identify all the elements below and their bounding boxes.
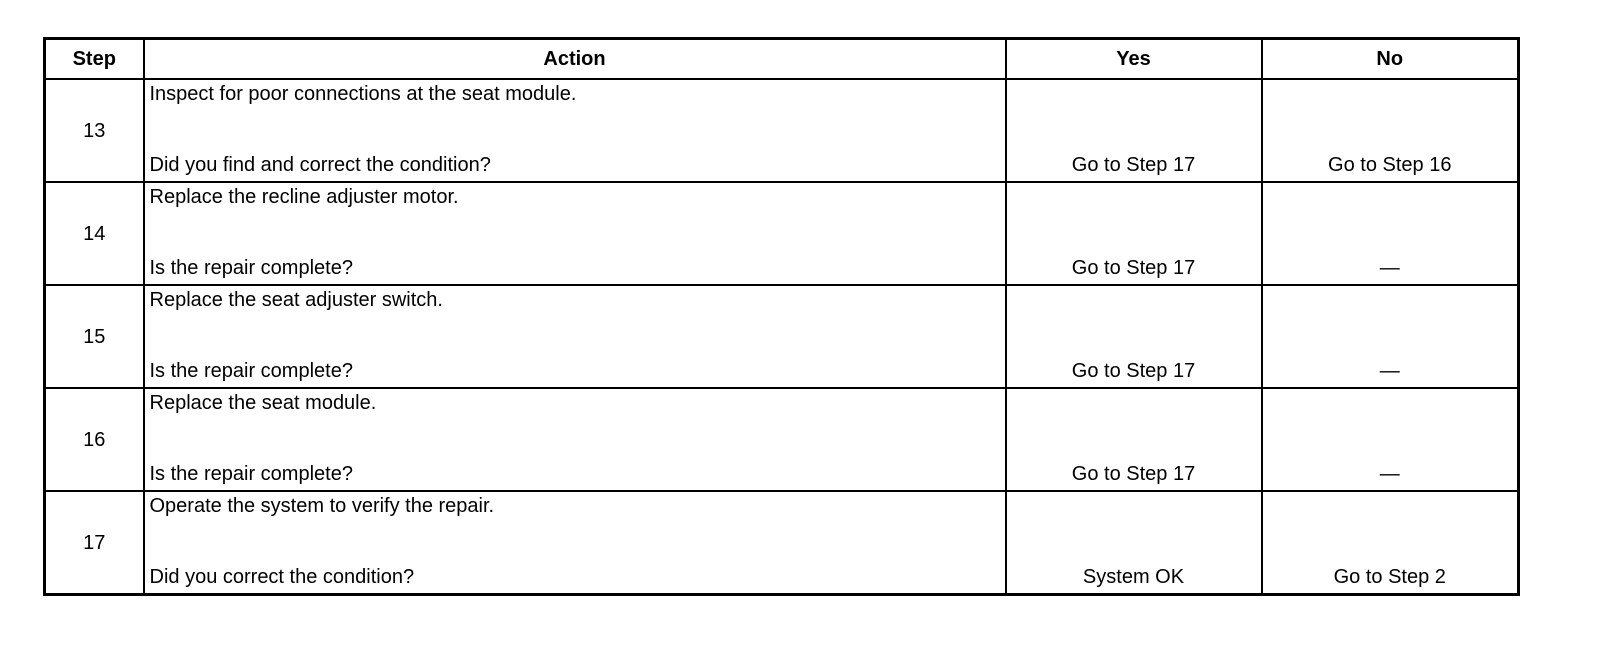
no-result: —	[1379, 360, 1400, 382]
yes-cell	[1006, 285, 1262, 388]
action-cell	[144, 388, 1006, 491]
table-row	[45, 388, 1519, 491]
action-text: Inspect for poor connections at the seat module.	[149, 83, 577, 105]
yes-result: System OK	[1082, 566, 1185, 588]
action-cell	[144, 491, 1006, 595]
no-cell	[1262, 388, 1519, 491]
yes-result: Go to Step 17	[1071, 360, 1196, 382]
no-result: —	[1379, 463, 1400, 485]
action-question: Did you find and correct the condition?	[149, 154, 491, 176]
step-number: 16	[45, 388, 144, 491]
no-cell	[1262, 285, 1519, 388]
action-text: Replace the recline adjuster motor.	[149, 186, 459, 208]
yes-cell	[1006, 491, 1262, 595]
header-row	[45, 39, 1519, 80]
step-number: 14	[45, 182, 144, 285]
action-cell	[144, 79, 1006, 182]
yes-cell	[1006, 388, 1262, 491]
action-text: Replace the seat adjuster switch.	[149, 289, 443, 311]
table-row	[45, 79, 1519, 182]
step-number: 15	[45, 285, 144, 388]
step-number: 13	[45, 79, 144, 182]
action-text: Operate the system to verify the repair.	[149, 495, 495, 517]
header-yes: Yes	[1006, 39, 1262, 80]
yes-result: Go to Step 17	[1071, 257, 1196, 279]
header-step: Step	[45, 39, 144, 80]
diagnostic-table	[43, 37, 1520, 596]
no-cell	[1262, 182, 1519, 285]
no-result: Go to Step 2	[1333, 566, 1446, 588]
table-row	[45, 182, 1519, 285]
no-result: Go to Step 16	[1328, 154, 1452, 176]
yes-cell	[1006, 182, 1262, 285]
action-cell	[144, 285, 1006, 388]
header-no: No	[1262, 39, 1519, 80]
table-row	[45, 491, 1519, 595]
action-question: Is the repair complete?	[149, 257, 353, 279]
action-question: Is the repair complete?	[149, 463, 353, 485]
table-row	[45, 285, 1519, 388]
no-cell	[1262, 491, 1519, 595]
yes-result: Go to Step 17	[1071, 154, 1196, 176]
step-number: 17	[45, 491, 144, 595]
yes-result: Go to Step 17	[1071, 463, 1196, 485]
action-question: Is the repair complete?	[149, 360, 353, 382]
action-question: Did you correct the condition?	[149, 566, 415, 588]
yes-cell	[1006, 79, 1262, 182]
no-cell	[1262, 79, 1519, 182]
no-result: —	[1379, 257, 1400, 279]
action-text: Replace the seat module.	[149, 392, 377, 414]
header-action: Action	[144, 39, 1006, 80]
action-cell	[144, 182, 1006, 285]
